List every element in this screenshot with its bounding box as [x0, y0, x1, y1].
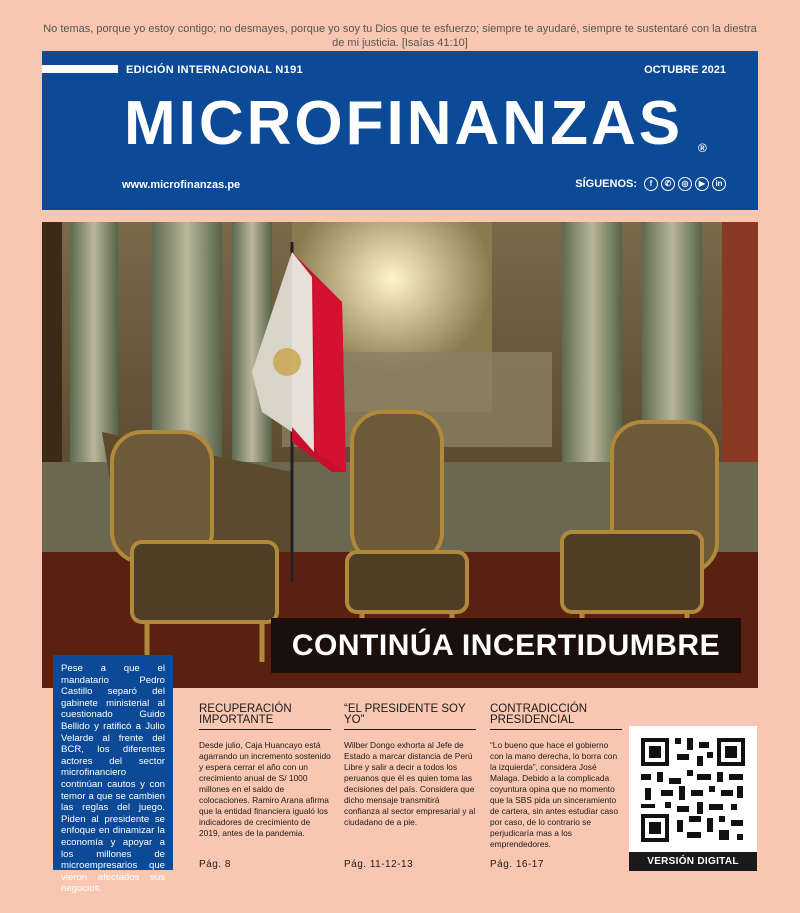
- article-page-ref: Pág. 8: [199, 859, 231, 870]
- article-title: RECUPERACIÓN IMPORTANTE: [199, 704, 331, 730]
- article-page-ref: Pág. 11-12-13: [344, 859, 414, 870]
- digital-version-label: VERSIÓN DIGITAL: [629, 852, 757, 871]
- article-presidente[interactable]: [344, 704, 476, 828]
- registered-mark: ®: [698, 141, 707, 155]
- article-contradiccion[interactable]: [490, 704, 622, 850]
- facebook-icon[interactable]: f: [644, 177, 658, 191]
- qr-code-panel[interactable]: [629, 726, 757, 871]
- whatsapp-icon[interactable]: ✆: [661, 177, 675, 191]
- social-links: [575, 177, 726, 191]
- masthead: [42, 51, 758, 210]
- article-title: CONTRADICCIÓN PRESIDENCIAL: [490, 704, 622, 730]
- article-page-ref: Pág. 16-17: [490, 859, 544, 870]
- article-body: Desde julio, Caja Huancayo está agarrando un incremento sostenido y espera cerrar el año con un crecimiento anual de S/ 1000 millones en el saldo de colocaciones. Ramiro Arana afirma que la entidad financiera igualó los indicadores de crecimiento de 2019, antes de la pandemia.: [199, 740, 331, 838]
- follow-label: SÍGUENOS:: [575, 178, 637, 190]
- magazine-title: MICROFINANZAS: [124, 89, 684, 158]
- instagram-icon[interactable]: ◎: [678, 177, 692, 191]
- website-link[interactable]: www.microfinanzas.pe: [122, 179, 241, 191]
- lead-story: Pese a que el mandatario Pedro Castillo separó del gabinete ministerial al cuestionado Guido Bellido y ratificó a Julio Velarde al frente del BCR, los diferentes actores del sector microfinanciero continúan cautos y con temor a que se cambien las reglas del juego. Piden al presidente se enfoque en dinamizar la economía y apoyar a los millones de microempresarios que vieron afectados sus negocios.: [53, 655, 173, 870]
- article-title: “EL PRESIDENTE SOY YO”: [344, 704, 476, 730]
- article-body: “Lo bueno que hace el gobierno con la mano derecha, lo borra con la izquierda”, considera José Malaga. Debido a la complicada coyuntura opina que no momento que la SBS pida un sinceramiento de cartera, sin antes estudiar caso por caso, de lo contrario se perjudicaría mas a los emprendedores.: [490, 740, 619, 849]
- issue-date: OCTUBRE 2021: [644, 64, 726, 76]
- bible-verse: No temas, porque yo estoy contigo; no desmayes, porque yo soy tu Dios que te esfuerzo; siempre te ayudaré, siempre te sustentaré con la diestra de mi justicia. [Isaías 41:10]: [43, 23, 757, 49]
- linkedin-icon[interactable]: in: [712, 177, 726, 191]
- qr-code-icon: [637, 734, 749, 846]
- masthead-accent-bar: [42, 65, 118, 73]
- youtube-icon[interactable]: ▶: [695, 177, 709, 191]
- article-body: Wilber Dongo exhorta al Jefe de Estado a marcar distancia de Perú Libre y salir a decir a todos los peruanos que él es quien toma las decisiones del país. Considera que dicho mensaje transmitirá confianza al sector empresarial y al ciudadano de a pie.: [344, 740, 476, 827]
- edition-number: EDICIÓN INTERNACIONAL N191: [126, 64, 303, 76]
- cover-headline: CONTINÚA INCERTIDUMBRE: [271, 618, 741, 673]
- article-recuperacion[interactable]: [199, 704, 331, 839]
